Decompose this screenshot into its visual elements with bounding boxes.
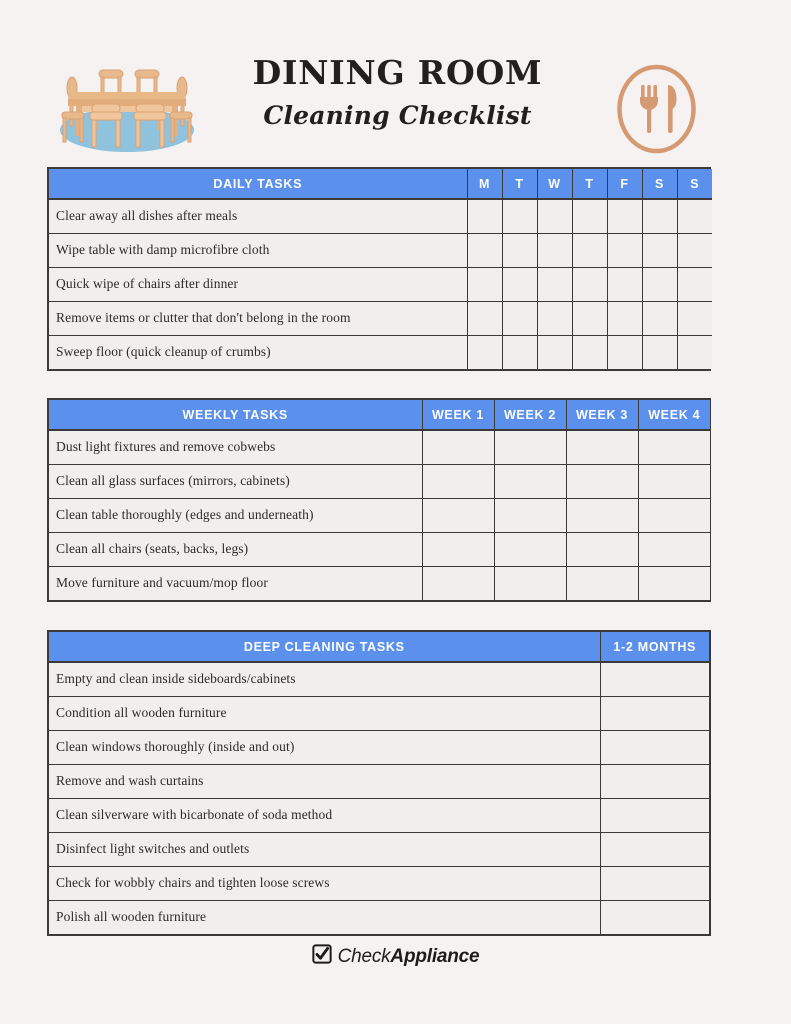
checkbox-cell[interactable]: [502, 267, 537, 301]
table-row: [49, 730, 709, 764]
checkbox-cell[interactable]: [572, 267, 607, 301]
checkbox-cell[interactable]: [638, 566, 710, 600]
checkbox-cell[interactable]: [566, 566, 638, 600]
table-row: [49, 832, 709, 866]
checkbox-cell[interactable]: [494, 532, 566, 566]
weekly-tasks-body: [49, 430, 710, 600]
table-row: [49, 798, 709, 832]
table-row: [49, 566, 710, 600]
checkbox-cell[interactable]: [600, 662, 709, 696]
checkbox-cell[interactable]: [494, 464, 566, 498]
task-label: Clean silverware with bicarbonate of soda method: [49, 798, 600, 832]
checkbox-cell[interactable]: [642, 301, 677, 335]
checkbox-cell[interactable]: [607, 267, 642, 301]
daily-column-monday: M: [467, 169, 502, 199]
checkbox-cell[interactable]: [467, 335, 502, 369]
checkbox-cell[interactable]: [642, 199, 677, 233]
checkbox-cell[interactable]: [502, 335, 537, 369]
checkbox-cell[interactable]: [572, 233, 607, 267]
checkbox-check-icon: [312, 944, 332, 969]
checkbox-cell[interactable]: [566, 464, 638, 498]
section-deep-cleaning-tasks: [47, 630, 711, 936]
header-title-block: [205, 55, 590, 130]
checkbox-cell[interactable]: [600, 696, 709, 730]
deep-cleaning-tasks-title: DEEP CLEANING TASKS: [49, 632, 600, 662]
table-row: [49, 498, 710, 532]
checkbox-cell[interactable]: [467, 267, 502, 301]
task-label: Clean windows thoroughly (inside and out): [49, 730, 600, 764]
checkbox-cell[interactable]: [537, 267, 572, 301]
checkbox-cell[interactable]: [537, 233, 572, 267]
daily-column-sunday: S: [677, 169, 712, 199]
checkbox-cell[interactable]: [537, 199, 572, 233]
table-row: [49, 335, 712, 369]
checkbox-cell[interactable]: [422, 532, 494, 566]
task-label: Quick wipe of chairs after dinner: [49, 267, 467, 301]
checkbox-cell[interactable]: [494, 498, 566, 532]
checkbox-cell[interactable]: [600, 900, 709, 934]
task-label: Wipe table with damp microfibre cloth: [49, 233, 467, 267]
checkbox-cell[interactable]: [566, 430, 638, 464]
checkbox-cell[interactable]: [494, 430, 566, 464]
checkbox-cell[interactable]: [537, 335, 572, 369]
checkbox-cell[interactable]: [638, 464, 710, 498]
daily-tasks-table: [49, 169, 712, 369]
checkbox-cell[interactable]: [467, 199, 502, 233]
dining-table-with-chairs-illustration: [52, 52, 202, 157]
checkbox-cell[interactable]: [677, 267, 712, 301]
table-row: [49, 464, 710, 498]
task-label: Remove items or clutter that don't belong in the room: [49, 301, 467, 335]
checkbox-cell[interactable]: [422, 430, 494, 464]
checkbox-cell[interactable]: [537, 301, 572, 335]
weekly-tasks-table: [49, 400, 710, 600]
deep-cleaning-tasks-table: [49, 632, 709, 934]
weekly-column-week-4: WEEK 4: [638, 400, 710, 430]
checkbox-cell[interactable]: [502, 199, 537, 233]
checkbox-cell[interactable]: [467, 233, 502, 267]
fork-and-knife-in-circle-icon: [615, 63, 698, 155]
section-daily-tasks: [47, 167, 711, 371]
table-header-row: [49, 400, 710, 430]
checkbox-cell[interactable]: [502, 301, 537, 335]
checkbox-cell[interactable]: [607, 335, 642, 369]
checkbox-cell[interactable]: [566, 532, 638, 566]
checkbox-cell[interactable]: [638, 498, 710, 532]
daily-column-wednesday: W: [537, 169, 572, 199]
checkbox-cell[interactable]: [642, 335, 677, 369]
page-title: DINING ROOM: [252, 53, 543, 92]
deep-cleaning-tasks-body: [49, 662, 709, 934]
table-header-row: [49, 169, 712, 199]
daily-column-thursday: T: [572, 169, 607, 199]
checkbox-cell[interactable]: [600, 730, 709, 764]
daily-column-tuesday: T: [502, 169, 537, 199]
daily-column-friday: F: [607, 169, 642, 199]
checkbox-cell[interactable]: [607, 233, 642, 267]
checkbox-cell[interactable]: [600, 866, 709, 900]
checkbox-cell[interactable]: [502, 233, 537, 267]
table-row: [49, 532, 710, 566]
page-header: [0, 0, 791, 160]
table-row: [49, 696, 709, 730]
table-row: [49, 199, 712, 233]
task-label: Empty and clean inside sideboards/cabinets: [49, 662, 600, 696]
deep-cleaning-tasks-header: [49, 632, 709, 662]
task-label: Check for wobbly chairs and tighten loose screws: [49, 866, 600, 900]
footer-brand-bold: Appliance: [390, 945, 480, 967]
task-label: Polish all wooden furniture: [49, 900, 600, 934]
task-label: Move furniture and vacuum/mop floor: [49, 566, 422, 600]
daily-tasks-body: [49, 199, 712, 369]
table-row: [49, 267, 712, 301]
checkbox-cell[interactable]: [677, 199, 712, 233]
table-row: [49, 662, 709, 696]
page-footer: [0, 944, 791, 969]
checkbox-cell[interactable]: [494, 566, 566, 600]
task-label: Condition all wooden furniture: [49, 696, 600, 730]
checkbox-cell[interactable]: [572, 199, 607, 233]
checkbox-cell[interactable]: [600, 764, 709, 798]
daily-tasks-header: [49, 169, 712, 199]
task-label: Clean all chairs (seats, backs, legs): [49, 532, 422, 566]
page-subtitle: Cleaning Checklist: [263, 100, 532, 130]
weekly-tasks-title: WEEKLY TASKS: [49, 400, 422, 430]
checkbox-cell[interactable]: [566, 498, 638, 532]
task-label: Remove and wash curtains: [49, 764, 600, 798]
daily-column-saturday: S: [642, 169, 677, 199]
table-row: [49, 233, 712, 267]
footer-brand-light: Check: [337, 945, 391, 967]
table-row: [49, 866, 709, 900]
checkbox-cell[interactable]: [572, 301, 607, 335]
weekly-tasks-header: [49, 400, 710, 430]
section-weekly-tasks: [47, 398, 711, 602]
table-row: [49, 764, 709, 798]
checkbox-cell[interactable]: [607, 199, 642, 233]
checkbox-cell[interactable]: [677, 301, 712, 335]
checkbox-cell[interactable]: [422, 498, 494, 532]
checkbox-cell[interactable]: [572, 335, 607, 369]
checkbox-cell[interactable]: [467, 301, 502, 335]
checkbox-cell[interactable]: [638, 532, 710, 566]
deep-column-1-2-months: 1-2 MONTHS: [600, 632, 709, 662]
weekly-column-week-1: WEEK 1: [422, 400, 494, 430]
checkbox-cell[interactable]: [677, 335, 712, 369]
task-label: Dust light fixtures and remove cobwebs: [49, 430, 422, 464]
task-label: Clean all glass surfaces (mirrors, cabinets): [49, 464, 422, 498]
footer-brand: [338, 946, 480, 968]
task-label: Disinfect light switches and outlets: [49, 832, 600, 866]
task-label: Sweep floor (quick cleanup of crumbs): [49, 335, 467, 369]
checkbox-cell[interactable]: [422, 566, 494, 600]
daily-tasks-title: DAILY TASKS: [49, 169, 467, 199]
weekly-column-week-3: WEEK 3: [566, 400, 638, 430]
checkbox-cell[interactable]: [638, 430, 710, 464]
table-header-row: [49, 632, 709, 662]
task-label: Clean table thoroughly (edges and underneath): [49, 498, 422, 532]
weekly-column-week-2: WEEK 2: [494, 400, 566, 430]
table-row: [49, 900, 709, 934]
checkbox-cell[interactable]: [677, 233, 712, 267]
checkbox-cell[interactable]: [607, 301, 642, 335]
checkbox-cell[interactable]: [600, 832, 709, 866]
checkbox-cell[interactable]: [422, 464, 494, 498]
checkbox-cell[interactable]: [600, 798, 709, 832]
table-row: [49, 301, 712, 335]
table-row: [49, 430, 710, 464]
task-label: Clear away all dishes after meals: [49, 199, 467, 233]
checkbox-cell[interactable]: [642, 233, 677, 267]
checkbox-cell[interactable]: [642, 267, 677, 301]
